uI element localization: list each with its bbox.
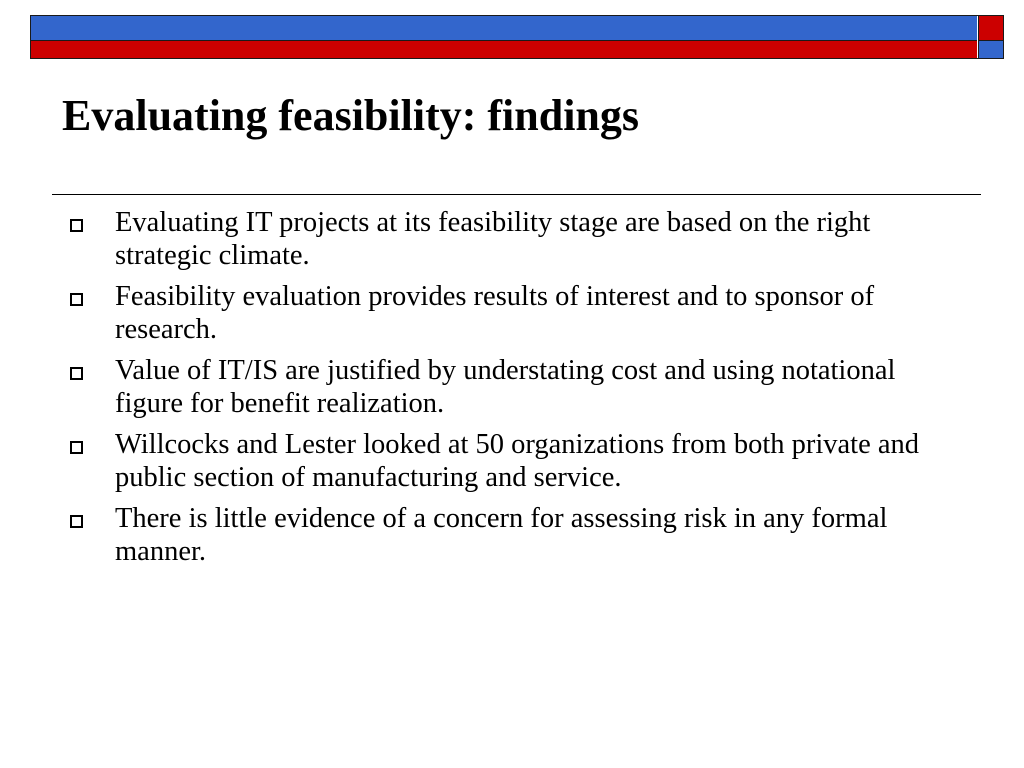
bullet-list	[68, 206, 968, 576]
bullet-text: Feasibility evaluation provides results of interest and to sponsor of research.	[115, 281, 875, 345]
hollow-square-icon	[70, 293, 83, 306]
bullet-item	[68, 206, 968, 272]
bullet-text: Evaluating IT projects at its feasibility stage are based on the right strategic climate.	[115, 207, 871, 271]
bullet-item	[68, 502, 968, 568]
header-band-blue-stripe	[31, 16, 977, 41]
bullet-text: There is little evidence of a concern for assessing risk in any formal manner.	[115, 503, 888, 567]
bullet-item	[68, 354, 968, 420]
bullet-item	[68, 428, 968, 494]
hollow-square-icon	[70, 515, 83, 528]
bullet-text: Willcocks and Lester looked at 50 organizations from both private and public section of manufacturing and service.	[115, 429, 920, 493]
slide-title: Evaluating feasibility: findings	[62, 91, 640, 140]
bullet-item	[68, 280, 968, 346]
hollow-square-icon	[70, 441, 83, 454]
header-band-blue-square	[978, 41, 1003, 58]
header-band-red-square	[978, 16, 1003, 41]
hollow-square-icon	[70, 219, 83, 232]
hollow-square-icon	[70, 367, 83, 380]
header-band-red-stripe	[31, 41, 977, 58]
bullet-text: Value of IT/IS are justified by understating cost and using notational figure for benefit realization.	[115, 355, 896, 419]
header-decorative-band	[30, 15, 1004, 59]
title-divider	[52, 194, 981, 195]
